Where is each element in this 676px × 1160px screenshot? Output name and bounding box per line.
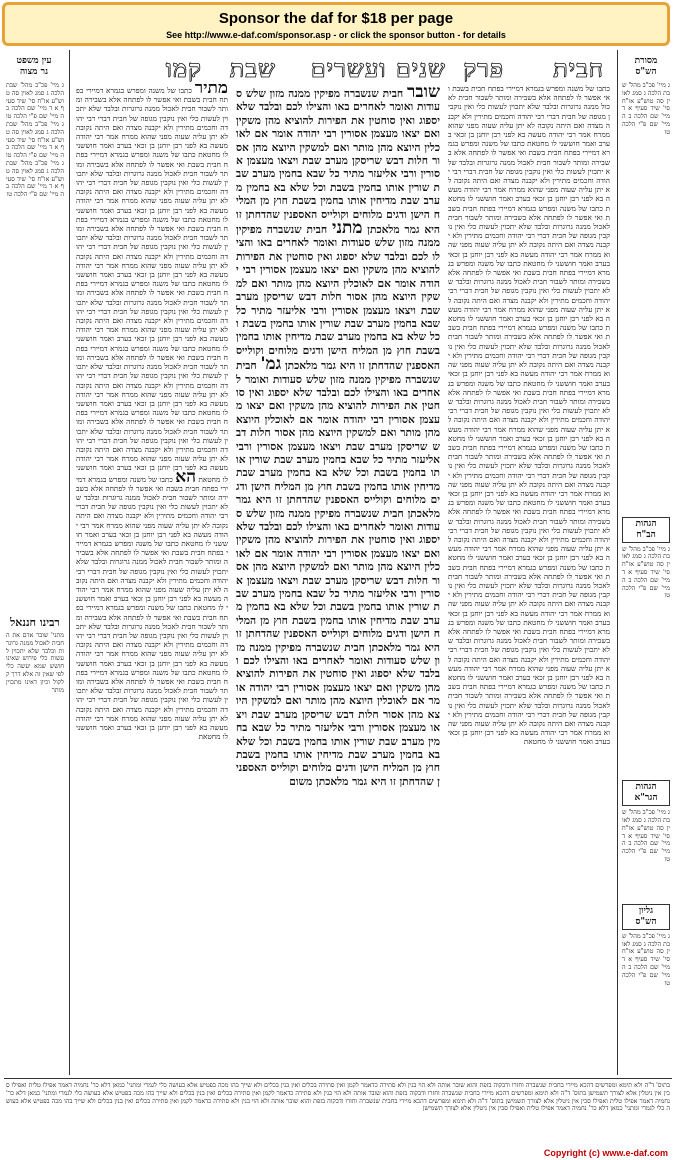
ein-mishpat-text-2: ג מיי' פכ"ב מהל' שבת הלכה ג סמג לאוין סה טוש"ע או"ח סי' שיד סעיף א ד מיי' שם הלכה ב ה מיי' שם פ"י הלכה טו	[6, 120, 64, 160]
tractate-header: שבת	[229, 54, 276, 83]
rashi-text-3: כתבו של משנה ומפרש בגמרא דמיירי בפתח חבית בשבת ואי אפשר לו לפתחה אלא בשבירה ומותר לשבור חבית לאכול ממנה גרוגרות ובלבד שלא יתכוין לעשות כלי ואין נוקבין מגופה של חבית דברי רבי יהודה וחכמים מתירין ולא יקבנה מצדה ואם היתה נקובה לא יתן עליה שעוה מפני שהוא ממרח אמר רבי יהודה מעשה בא לפני רבן יוחנן בן זכאי בערב ואמר חוששני לו מחטאת	[448, 203, 610, 268]
right-margin-rule	[617, 50, 618, 1075]
last-line-word: משום	[289, 775, 313, 788]
rabbenu-chananel-text: מתני' שובר אדם את החבית לאכול ממנה גרוגרות ובלבד שלא יתכוין לעשות כלי פירוש שאינו חושש שמא יעשה כלי לפי שאין זה אלא דרך קלקול וכיון דאינו מתכוין מותר	[6, 632, 64, 694]
rashi-text-6: כתבו של משנה ומפרש בגמרא דמיירי בפתח חבית בשבת ואי אפשר לו לפתחה אלא בשבירה ומותר לשבור חבית לאכול ממנה גרוגרות ובלבד שלא יתכוין לעשות כלי ואין נוקבין מגופה של חבית דברי רבי יהודה וחכמים מתירין ולא יקבנה מצדה ואם היתה נקובה לא יתן עליה שעוה מפני שהוא ממרח אמר רבי יהודה מעשה בא לפני רבן יוחנן בן זכאי בערב ואמר חוששני לו מחטאת	[448, 378, 610, 452]
rashi-text-7: כתבו של משנה ומפרש בגמרא דמיירי בפתח חבית בשבת ואי אפשר לו לפתחה אלא בשבירה ומותר לשבור חבית לאכול ממנה גרוגרות ובלבד שלא יתכוין לעשות כלי ואין נוקבין מגופה של חבית דברי רבי יהודה וחכמים מתירין ולא יקבנה מצדה ואם היתה נקובה לא יתן עליה שעוה מפני שהוא ממרח אמר רבי יהודה מעשה בא לפני רבן יוחנן בן זכאי בערב ואמר חוששני לו מחטאת	[448, 442, 610, 508]
tosafot-text-5: כתבו של משנה ומפרש בגמרא דמיירי בפתח חבית בשבת ואי אפשר לו לפתחה אלא בשבירה ומותר לשבור חבית לאכול ממנה גרוגרות ובלבד שלא יתכוין לעשות כלי ואין נוקבין מגופה של חבית דברי רבי יהודה וחכמים מתירין ולא יקבנה מצדה ואם היתה נקובה לא יתן עליה שעוה מפני שהוא ממרח אמר רבי יהודה מעשה בא לפני רבן יוחנן בן זכאי בערב ואמר חוששני לו מחטאת	[76, 343, 228, 418]
rashi-text-10: כתבו של משנה ומפרש בגמרא דמיירי בפתח חבית בשבת ואי אפשר לו לפתחה אלא בשבירה ומותר לשבור חבית לאכול ממנה גרוגרות ובלבד שלא יתכוין לעשות כלי ואין נוקבין מגופה של חבית דברי רבי יהודה וחכמים מתירין ולא יקבנה מצדה ואם היתה נקובה לא יתן עליה שעוה מפני שהוא ממרח אמר רבי יהודה מעשה בא לפני רבן יוחנן בן זכאי בערב ואמר חוששני לו מחטאת	[448, 617, 610, 692]
bottom-notes-text-1: בתוס' ד"ה ולא תימא ומפרשים דהכא מיירי בחבית שנשברה וחזרו ודבקוה בזפת והוא שובר אותה ולא הוי בנין ולא סתירה כדאמר לקמן ואין סתירה בכלים ואין בנין בכלים ולא שייך בהו מכה בפטיש אלא בעושה כלי לגמרי ומתני' כמאן דלא כר' נחמיה דאמר אפילו טלית ואפילו סכין אין ניטלין אלא לצורך תשמישן	[6, 1082, 670, 1097]
talmud-page	[4, 50, 672, 1138]
left-margin-rule	[69, 50, 70, 1075]
bottom-notes-text-3: בתוס' ד"ה ולא תימא ומפרשים דהכא מיירי בחבית שנשברה וחזרו ודבקוה בזפת והוא שובר אותה ולא הוי בנין ולא סתירה כדאמר לקמן ואין סתירה בכלים ואין בנין בכלים ולא שייך בהו מכה בפטיש אלא בעושה כלי לגמרי ומתני' כמאן דלא כר' נחמיה דאמר אפילו טלית ואפילו סכין אין ניטלין אלא לצורך תשמישן	[6, 1097, 670, 1113]
gemara-word: גמ'	[260, 354, 282, 375]
tosafot-text-9: כתבו של משנה ומפרש בגמרא דמיירי בפתח חבית בשבת ואי אפשר לו לפתחה אלא בשבירה ומותר לשבור חבית לאכול ממנה גרוגרות ובלבד שלא יתכוין לעשות כלי ואין נוקבין מגופה של חבית דברי רבי יהודה וחכמים מתירין ולא יקבנה מצדה ואם היתה נקובה לא יתן עליה שעוה מפני שהוא ממרח אמר רבי יהודה מעשה בא לפני רבן יוחנן בן זכאי בערב ואמר חוששני לו מחטאת	[76, 603, 228, 677]
tosafot-text-8: כתבו של משנה ומפרש בגמרא דמיירי בפתח חבית בשבת ואי אפשר לו לפתחה אלא בשבירה ומותר לשבור חבית לאכול ממנה גרוגרות ובלבד שלא יתכוין לעשות כלי ואין נוקבין מגופה של חבית דברי רבי יהודה וחכמים מתירין ולא יקבנה מצדה ואם היתה נקובה לא יתן עליה שעוה מפני שהוא ממרח אמר רבי יהודה מעשה בא לפני רבן יוחנן בן זכאי בערב ואמר חוששני לו מחטאת	[76, 538, 228, 613]
gemara-text-1: חבית שנשברה מפיקין ממנה מזון שלש סעודות ואומר לאחרים באו והצילו לכם ובלבד שלא יספוג ואין סוחטין את הפירות להוציא מהן משקין ואם יצאו מעצמן אסורין רבי יהודה אומר אם לאוכלין היוצא מהן מותר ואם למשקין היוצא מהן אסור חלות דבש שריסקן מערב שבת ויצאו מעצמן אסורין ורבי אליעזר מתיר כל שבא בחמין מערב שבת שורין אותו בחמין בשבת וכל שלא בא בחמין מערב שבת מדיחין אותו בחמין בשבת חוץ מן המליח הישן ודגים מלוחים וקולייס האספנין שהדחתן זו היא גמר מלאכתן	[236, 88, 440, 237]
gemara-text-5: חבית שנשברה מפיקין ממנה מזון שלש סעודות ואומר לאחרים באו והצילו לכם ובלבד שלא יספוג ואין סוחטין את הפירות להוציא מהן משקין ואם יצאו מעצמן אסורין רבי יהודה אומר אם לאוכלין היוצא מהן מותר ואם למשקין היוצא מהן אסור חלות דבש שריסקן מערב שבת ויצאו מעצמן אסורין ורבי אליעזר מתיר כל שבא בחמין מערב שבת שורין אותו בחמין בשבת וכל שלא בא בחמין מערב שבת מדיחין אותו בחמין בשבת חוץ מן המליח הישן ודגים מלוחים וקולייס האספנין שהדחתן זו היא גמר מלאכתן	[236, 641, 440, 788]
tosafot-start-word: הא	[175, 466, 196, 487]
chapter-label-header: פרק	[463, 54, 504, 83]
main-start-word: שובר	[407, 86, 440, 102]
masoret-hashas-column	[622, 82, 670, 1082]
ein-mishpat-text-3: ג מיי' פכ"ב מהל' שבת הלכה ג סמג לאוין סה טוש"ע או"ח סי' שיד סעיף א ד מיי' שם הלכה ב ה מיי' שם פ"י הלכה טו	[6, 159, 64, 199]
tosafot-text-10: כתבו של משנה ומפרש בגמרא דמיירי בפתח חבית בשבת ואי אפשר לו לפתחה אלא בשבירה ומותר לשבור חבית לאכול ממנה גרוגרות ובלבד שלא יתכוין לעשות כלי ואין נוקבין מגופה של חבית דברי רבי יהודה וחכמים מתירין ולא יקבנה מצדה ואם היתה נקובה לא יתן עליה שעוה מפני שהוא ממרח אמר רבי יהודה מעשה בא לפני רבן יוחנן בן זכאי בערב ואמר חוששני לו מחטאת	[76, 667, 228, 742]
gemara-column	[236, 86, 440, 1076]
bottom-notes-rule	[4, 1078, 672, 1079]
daf-number-header: קמו	[165, 54, 202, 83]
sponsor-banner[interactable]	[2, 2, 670, 46]
hagahot-habach-title: הגהות הב"ח	[622, 517, 670, 543]
rashi-text-5: כתבו של משנה ומפרש בגמרא דמיירי בפתח חבית בשבת ואי אפשר לו לפתחה אלא בשבירה ומותר לשבור חבית לאכול ממנה גרוגרות ובלבד שלא יתכוין לעשות כלי ואין נוקבין מגופה של חבית דברי רבי יהודה וחכמים מתירין ולא יקבנה מצדה ואם היתה נקובה לא יתן עליה שעוה מפני שהוא ממרח אמר רבי יהודה מעשה בא לפני רבן יוחנן בן זכאי בערב ואמר חוששני לו מחטאת	[448, 323, 610, 388]
masoret-text: ג מיי' פכ"ב מהל' שבת הלכה ג סמג לאוין סה טוש"ע או"ח סי' שיד סעיף א ד מיי' שם הלכה ב ה מיי' שם פ"י הלכה טו	[622, 82, 670, 136]
gemara-text-2: חבית שנשברה מפיקין ממנה מזון שלש סעודות ואומר לאחרים באו והצילו לכם ובלבד שלא יספוג ואין סוחטין את הפירות להוציא מהן משקין ואם יצאו מעצמן אסורין רבי יהודה אומר אם לאוכלין היוצא מהן מותר ואם למשקין היוצא מהן אסור חלות דבש שריסקן מערב שבת ויצאו מעצמן אסורין ורבי אליעזר מתיר כל שבא בחמין מערב שבת שורין אותו בחמין בשבת וכל שלא בא בחמין מערב שבת מדיחין אותו בחמין בשבת חוץ מן המליח הישן ודגים מלוחים וקולייס האספנין שהדחתן זו היא גמר מלאכתן	[236, 224, 440, 373]
tosafot-text-3: כתבו של משנה ומפרש בגמרא דמיירי בפתח חבית בשבת ואי אפשר לו לפתחה אלא בשבירה ומותר לשבור חבית לאכול ממנה גרוגרות ובלבד שלא יתכוין לעשות כלי ואין נוקבין מגופה של חבית דברי רבי יהודה וחכמים מתירין ולא יקבנה מצדה ואם היתה נקובה לא יתן עליה שעוה מפני שהוא ממרח אמר רבי יהודה מעשה בא לפני רבן יוחנן בן זכאי בערב ואמר חוששני לו מחטאת	[76, 214, 228, 289]
rashi-text-8: כתבו של משנה ומפרש בגמרא דמיירי בפתח חבית בשבת ואי אפשר לו לפתחה אלא בשבירה ומותר לשבור חבית לאכול ממנה גרוגרות ובלבד שלא יתכוין לעשות כלי ואין נוקבין מגופה של חבית דברי רבי יהודה וחכמים מתירין ולא יקבנה מצדה ואם היתה נקובה לא יתן עליה שעוה מפני שהוא ממרח אמר רבי יהודה מעשה בא לפני רבן יוחנן בן זכאי בערב ואמר חוששני לו מחטאת	[448, 498, 610, 572]
sponsor-title[interactable]: Sponsor the daf for $18 per page	[218, 10, 454, 27]
bottom-notes	[6, 1082, 670, 1138]
tosafot-text-2: כתבו של משנה ומפרש בגמרא דמיירי בפתח חבית בשבת ואי אפשר לו לפתחה אלא בשבירה ומותר לשבור חבית לאכול ממנה גרוגרות ובלבד שלא יתכוין לעשות כלי ואין נוקבין מגופה של חבית דברי רבי יהודה וחכמים מתירין ולא יקבנה מצדה ואם היתה נקובה לא יתן עליה שעוה מפני שהוא ממרח אמר רבי יהודה מעשה בא לפני רבן יוחנן בן זכאי בערב ואמר חוששני לו מחטאת	[76, 150, 228, 224]
tosafot-column	[76, 84, 228, 1074]
tosafot-text-1: כתבו של משנה ומפרש בגמרא דמיירי בפתח חבית בשבת ואי אפשר לו לפתחה אלא בשבירה ומותר לשבור חבית לאכול ממנה גרוגרות ובלבד שלא יתכוין לעשות כלי ואין נוקבין מגופה של חבית דברי רבי יהודה וחכמים מתירין ולא יקבנה מצדה ואם היתה נקובה לא יתן עליה שעוה מפני שהוא ממרח אמר רבי יהודה מעשה בא לפני רבן יוחנן בן זכאי בערב ואמר חוששני לו מחטאת	[76, 86, 228, 160]
copyright-link[interactable]: Copyright (c) www.e-daf.com	[543, 1148, 668, 1158]
ein-mishpat-column	[6, 82, 64, 602]
ein-mishpat-title: עין משפט נר מצוה	[16, 56, 52, 77]
rashi-text-4: כתבו של משנה ומפרש בגמרא דמיירי בפתח חבית בשבת ואי אפשר לו לפתחה אלא בשבירה ומותר לשבור חבית לאכול ממנה גרוגרות ובלבד שלא יתכוין לעשות כלי ואין נוקבין מגופה של חבית דברי רבי יהודה וחכמים מתירין ולא יקבנה מצדה ואם היתה נקובה לא יתן עליה שעוה מפני שהוא ממרח אמר רבי יהודה מעשה בא לפני רבן יוחנן בן זכאי בערב ואמר חוששני לו מחטאת	[448, 258, 610, 333]
rashi-text-1: כתבו של משנה ומפרש בגמרא דמיירי בפתח חבית בשבת ואי אפשר לו לפתחה אלא בשבירה ומותר לשבור חבית לאכול ממנה גרוגרות ובלבד שלא יתכוין לעשות כלי ואין נוקבין מגופה של חבית דברי רבי יהודה וחכמים מתירין ולא יקבנה מצדה ואם היתה נקובה לא יתן עליה שעוה מפני שהוא ממרח אמר רבי יהודה מעשה בא לפני רבן יוחנן בן זכאי בערב ואמר חוששני לו מחטאת	[448, 84, 610, 149]
hagahot-text: ג מיי' פכ"ב מהל' שבת הלכה ג סמג לאוין סה טוש"ע או"ח סי' שיד סעיף א ד מיי' שם הלכה ב ה מיי' שם פ"י הלכה טו	[622, 545, 670, 600]
gemara-text-4: חבית שנשברה מפיקין ממנה מזון שלש סעודות ואומר לאחרים באו והצילו לכם ובלבד שלא יספוג ואין סוחטין את הפירות להוציא מהן משקין ואם יצאו מעצמן אסורין רבי יהודה אומר אם לאוכלין היוצא מהן מותר ואם למשקין היוצא מהן אסור חלות דבש שריסקן מערב שבת ויצאו מעצמן אסורין ורבי אליעזר מתיר כל שבא בחמין מערב שבת שורין אותו בחמין בשבת וכל שלא בא בחמין מערב שבת מדיחין אותו בחמין בשבת חוץ מן המליח הישן ודגים מלוחים וקולייס האספנין שהדחתן זו היא גמר מלאכתן	[236, 507, 440, 654]
gemara-text-3: חבית שנשברה מפיקין ממנה מזון שלש סעודות ואומר לאחרים באו והצילו לכם ובלבד שלא יספוג ואין סוחטין את הפירות להוציא מהן משקין ואם יצאו מעצמן אסורין רבי יהודה אומר אם לאוכלין היוצא מהן מותר ואם למשקין היוצא מהן אסור חלות דבש שריסקן מערב שבת ויצאו מעצמן אסורין ורבי אליעזר מתיר כל שבא בחמין מערב שבת שורין אותו בחמין בשבת וכל שלא בא בחמין מערב שבת מדיחין אותו בחמין בשבת חוץ מן המליח הישן ודגים מלוחים וקולייס האספנין שהדחתן זו היא גמר מלאכתן	[236, 360, 440, 520]
ein-mishpat-text-1: ג מיי' פכ"ב מהל' שבת הלכה ג סמג לאוין סה טוש"ע או"ח סי' שיד סעיף א ד מיי' שם הלכה ב ה מיי' שם פ"י הלכה טו	[6, 82, 64, 121]
tosafot-text-6: כתבו של משנה ומפרש בגמרא דמיירי בפתח חבית בשבת ואי אפשר לו לפתחה אלא בשבירה ומותר לשבור חבית לאכול ממנה גרוגרות ובלבד שלא יתכוין לעשות כלי ואין נוקבין מגופה של חבית דברי רבי יהודה וחכמים מתירין ולא יקבנה מצדה ואם היתה נקובה לא יתן עליה שעוה מפני שהוא ממרח אמר רבי יהודה מעשה בא לפני רבן יוחנן בן זכאי בערב ואמר חוששני לו מחטאת	[76, 408, 228, 484]
tosafot-text-4: כתבו של משנה ומפרש בגמרא דמיירי בפתח חבית בשבת ואי אפשר לו לפתחה אלא בשבירה ומותר לשבור חבית לאכול ממנה גרוגרות ובלבד שלא יתכוין לעשות כלי ואין נוקבין מגופה של חבית דברי רבי יהודה וחכמים מתירין ולא יקבנה מצדה ואם היתה נקובה לא יתן עליה שעוה מפני שהוא ממרח אמר רבי יהודה מעשה בא לפני רבן יוחנן בן זכאי בערב ואמר חוששני לו מחטאת	[76, 279, 228, 353]
gilyon-hashas-title: גליון הש"ס	[622, 904, 670, 930]
gilyon-text: ג מיי' פכ"ב מהל' שבת הלכה ג סמג לאוין סה טוש"ע או"ח סי' שיד סעיף א ד מיי' שם הלכה ב ה מיי' שם פ"י הלכה טו	[622, 932, 670, 987]
masoret-hashas-title: מסורת הש"ס	[634, 56, 658, 77]
bottom-notes-text-2: בתוס' ד"ה ולא תימא ומפרשים דהכא מיירי בחבית שנשברה וחזרו ודבקוה בזפת והוא שובר אותה ולא הוי בנין ולא סתירה כדאמר לקמן ואין סתירה בכלים ואין בנין בכלים ולא שייך בהו מכה בפטיש אלא בעושה כלי לגמרי ומתני' כמאן דלא כר' נחמיה דאמר אפילו טלית ואפילו סכין אין ניטלין אלא לצורך תשמישן	[6, 1089, 670, 1105]
chapter-number-header: שנים ועשרים	[310, 54, 446, 83]
tosafot-text-7: כתבו של משנה ומפרש בגמרא דמיירי בפתח חבית בשבת ואי אפשר לו לפתחה אלא בשבירה ומותר לשבור חבית לאכול ממנה גרוגרות ובלבד שלא יתכוין לעשות כלי ואין נוקבין מגופה של חבית דברי רבי יהודה וחכמים מתירין ולא יקבנה מצדה ואם היתה נקובה לא יתן עליה שעוה מפני שהוא ממרח אמר רבי יהודה מעשה בא לפני רבן יוחנן בן זכאי בערב ואמר חוששני לו מחטאת	[76, 474, 228, 548]
rashi-text-11: כתבו של משנה ומפרש בגמרא דמיירי בפתח חבית בשבת ואי אפשר לו לפתחה אלא בשבירה ומותר לשבור חבית לאכול ממנה גרוגרות ובלבד שלא יתכוין לעשות כלי ואין נוקבין מגופה של חבית דברי רבי יהודה וחכמים מתירין ולא יקבנה מצדה ואם היתה נקובה לא יתן עליה שעוה מפני שהוא ממרח אמר רבי יהודה מעשה בא לפני רבן יוחנן בן זכאי בערב ואמר חוששני לו מחטאת	[448, 682, 610, 747]
rashi-text-9: כתבו של משנה ומפרש בגמרא דמיירי בפתח חבית בשבת ואי אפשר לו לפתחה אלא בשבירה ומותר לשבור חבית לאכול ממנה גרוגרות ובלבד שלא יתכוין לעשות כלי ואין נוקבין מגופה של חבית דברי רבי יהודה וחכמים מתירין ולא יקבנה מצדה ואם היתה נקובה לא יתן עליה שעוה מפני שהוא ממרח אמר רבי יהודה מעשה בא לפני רבן יוחנן בן זכאי בערב ואמר חוששני לו מחטאת	[448, 562, 610, 627]
rashi-start-word: מתיר	[194, 84, 228, 98]
rashi-column	[448, 84, 610, 1074]
rabbenu-chananel-title: רבינו חננאל	[10, 616, 60, 629]
rashi-text-2: כתבו של משנה ומפרש בגמרא דמיירי בפתח חבית בשבת ואי אפשר לו לפתחה אלא בשבירה ומותר לשבור חבית לאכול ממנה גרוגרות ובלבד שלא יתכוין לעשות כלי ואין נוקבין מגופה של חבית דברי רבי יהודה וחכמים מתירין ולא יקבנה מצדה ואם היתה נקובה לא יתן עליה שעוה מפני שהוא ממרח אמר רבי יהודה מעשה בא לפני רבן יוחנן בן זכאי בערב ואמר חוששני לו מחטאת	[448, 139, 610, 213]
mishna-word: מתני	[331, 218, 363, 239]
rabbenu-chananel-column	[6, 610, 64, 1075]
sponsor-subtitle[interactable]: See http://www.e-daf.com/sponsor.asp - or click the sponsor button - for details	[166, 30, 506, 40]
hagahot-gra-text: ג מיי' פכ"ב מהל' שבת הלכה ג סמג לאוין סה טוש"ע או"ח סי' שיד סעיף א ד מיי' שם הלכה ב ה מיי' שם פ"י הלכה טו	[622, 809, 670, 863]
chapter-name-header: חבית	[553, 54, 604, 83]
hagahot-hagra-title: הגהות הגר"א	[622, 780, 670, 806]
